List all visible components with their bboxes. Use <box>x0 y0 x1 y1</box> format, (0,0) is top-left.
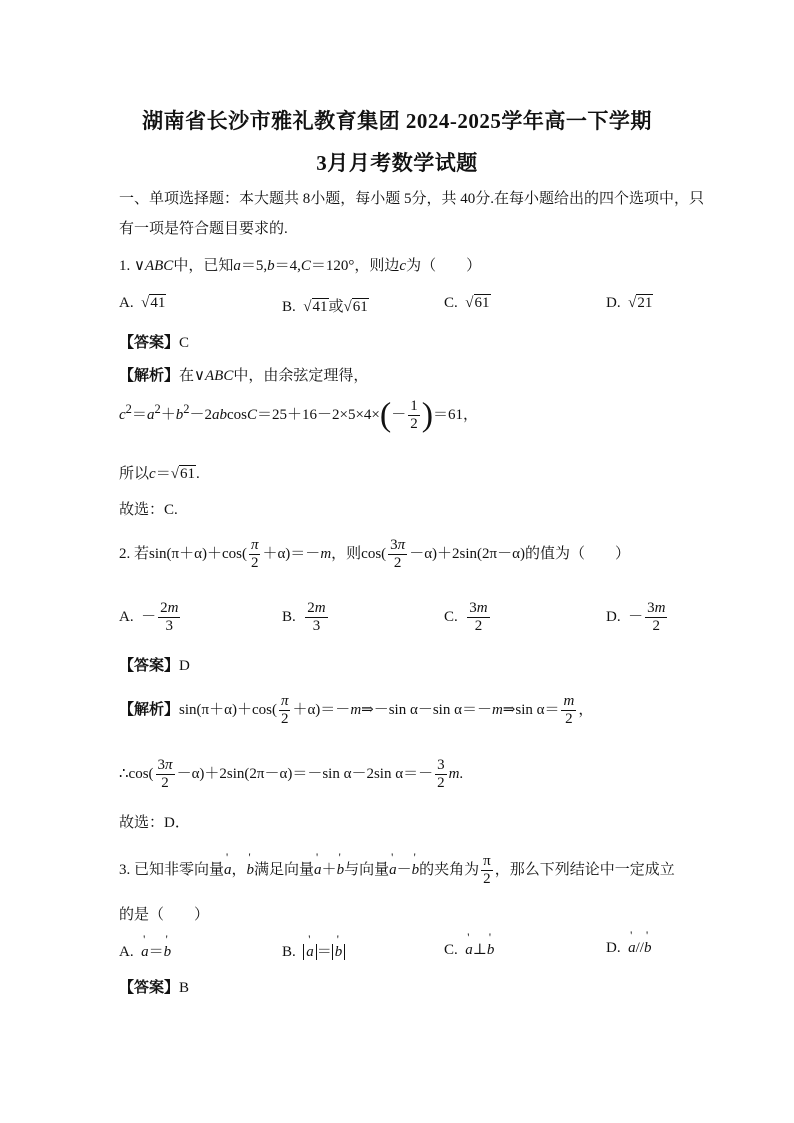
q3-option-c: C. ' a⊥' b <box>444 940 494 959</box>
q1-result: 所以c＝√61. <box>119 466 200 482</box>
q1-option-d: D. √21 <box>606 295 653 311</box>
q3-answer: 【答案】B <box>119 980 190 996</box>
q2-analysis: 【解析】sin(π＋α)＋cos( $\frac{\pi}{2}$ ＋α)＝－m⇒－sin α－sin α＝－m⇒sin α＝ $\frac{m}{2}$ ， <box>119 693 594 728</box>
section-heading-line-2: 有一项是符合题目要求的. <box>119 221 288 237</box>
q3-stem-line-2: 的是（ ） <box>119 907 210 923</box>
q3-option-a: A. ' a＝' b <box>119 940 171 961</box>
q1-analysis: 【解析】在∨ABC中，由余弦定理得， <box>119 368 369 384</box>
q3-option-b: B. ' a ＝' b <box>282 940 345 961</box>
q1-answer: 【答案】C <box>119 335 190 351</box>
q1-cosine-formula: $c^2=a^2+b^2-2abcosC=25+16-2\times 5\times 4\times(-$ $\frac{1}{2}$ )＝61， <box>119 396 479 434</box>
title-line-2: 3月月考数学试题 <box>316 151 478 175</box>
q2-option-b: B. $\frac{2m}{3}$ <box>282 600 326 635</box>
q1-option-a: A. √41 <box>119 295 166 311</box>
q3-option-d: D. ' a//' b <box>606 940 651 957</box>
q1-stem: 1. ∨ABC中，已知a＝5,b＝4,C＝120°，则边c为（ ） <box>119 258 482 274</box>
q3-stem: 3. 已知非零向量' a，' b满足向量' a＋' b与向量' a－' b的夹角为 $\frac{\pi}{2}$ ，那么下列结论中一定成立 <box>119 853 675 889</box>
title-line-1: 湖南省长沙市雅礼教育集团 2024-2025学年高一下学期 <box>142 109 652 133</box>
q2-derivation: ∴cos( $\frac{3\pi}{2}$ －α)＋2sin(2π－α)＝－sin α－2sin α＝－ $\frac{3}{2}$ m. <box>119 757 464 792</box>
q1-option-b: B. √41或√61 <box>282 299 368 315</box>
q2-answer: 【答案】D <box>119 658 190 674</box>
q2-conclusion: 故选：D． <box>119 815 190 831</box>
q2-option-a: A. － $\frac{2m}{3}$ <box>119 600 179 635</box>
q2-option-c: C. $\frac{3m}{2}$ <box>444 600 488 635</box>
q1-option-c: C. √61 <box>444 295 490 311</box>
q2-stem: 2. 若sin(π＋α)＋cos( $\frac{\pi}{2}$ ＋α)＝－m，则cos( $\frac{3\pi}{2}$ －α)＋2sin(2π－α)的值为（ ） <box>119 537 630 572</box>
section-heading-line-1: 一、单项选择题：本大题共 8小题，每小题 5分，共 40分.在每小题给出的四个选项中，只 <box>119 191 705 207</box>
q2-option-d: D. － $\frac{3m}{2}$ <box>606 600 666 635</box>
q1-conclusion: 故选：C. <box>119 502 178 518</box>
